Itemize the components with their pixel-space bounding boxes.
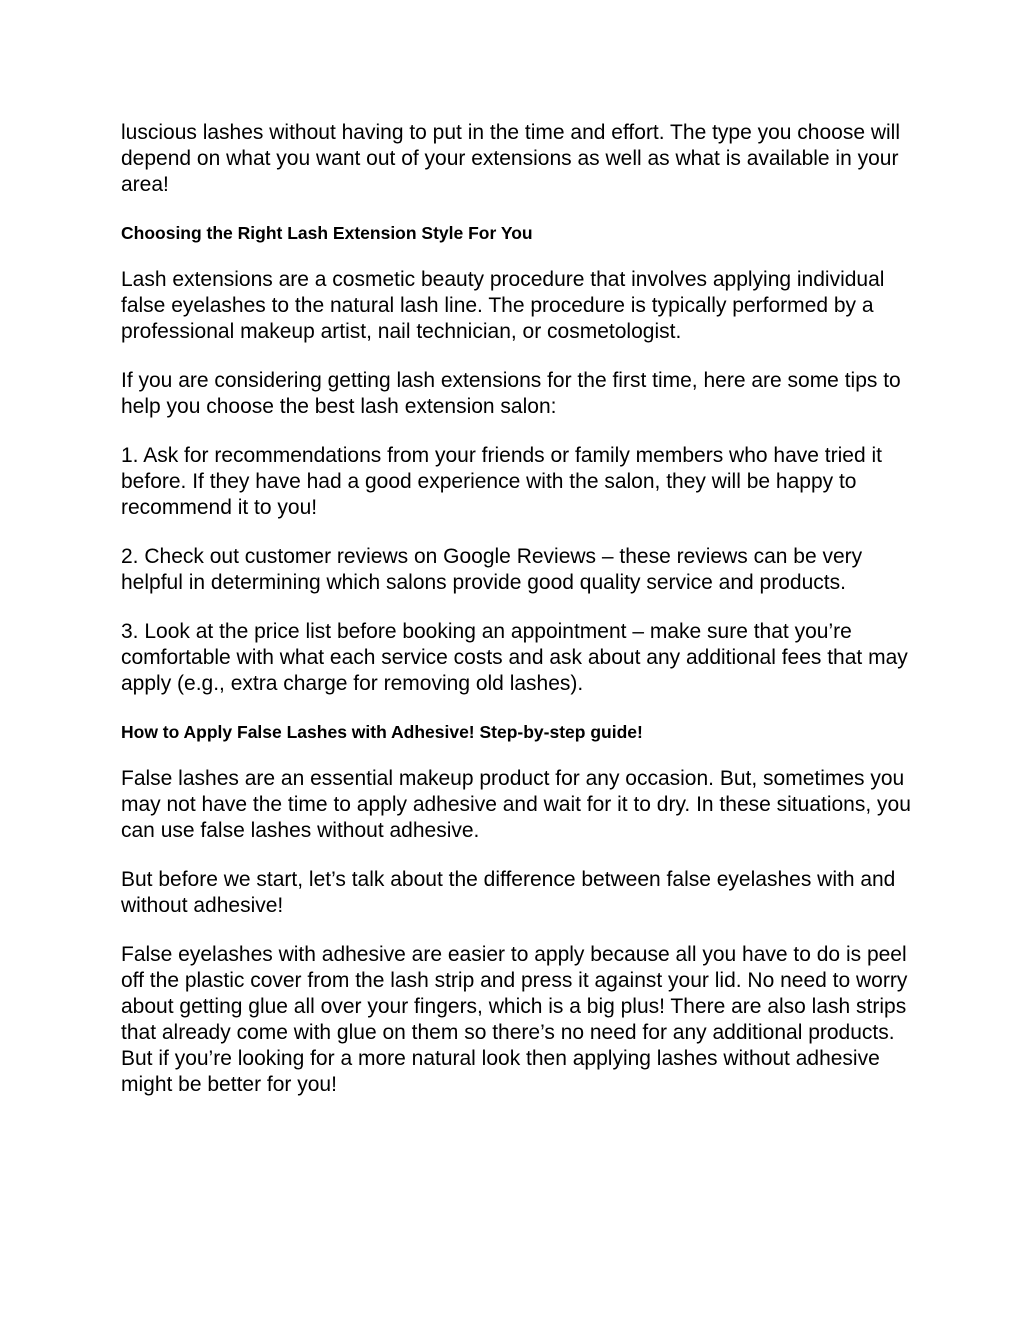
paragraph-lash-extensions: Lash extensions are a cosmetic beauty procedure that involves applying individual false eyelashes to the natural lash line. The procedure is typically performed by a professional makeup artist, nail technician, or cosmetologist.	[121, 268, 885, 343]
paragraph-false-lashes-intro: False lashes are an essential makeup product for any occasion. But, sometimes you may not have the time to apply adhesive and wait for it to dry. In these situations, you can use false lashes without adhesive.	[121, 767, 911, 842]
document-page	[121, 120, 911, 1121]
paragraph-intro-continued: luscious lashes without having to put in the time and effort. The type you choose will depend on what you want out of your extensions as well as what is available in your area!	[121, 121, 901, 196]
list-item-tip-3: 3. Look at the price list before booking an appointment – make sure that you’re comfortable with what each service costs and ask about any additional fees that may apply (e.g., extra charge for removing old lashes).	[121, 620, 908, 695]
section-heading-lash-style: Choosing the Right Lash Extension Style For You	[121, 223, 533, 243]
paragraph-considering-tips: If you are considering getting lash extensions for the first time, here are some tips to help you choose the best lash extension salon:	[121, 369, 901, 418]
list-item-tip-1: 1. Ask for recommendations from your friends or family members who have tried it before. If they have had a good experience with the salon, they will be happy to recommend it to you!	[121, 444, 882, 519]
list-item-tip-2: 2. Check out customer reviews on Google Reviews – these reviews can be very helpful in determining which salons provide good quality service and products.	[121, 545, 863, 594]
paragraph-difference-intro: But before we start, let’s talk about the difference between false eyelashes with and without adhesive!	[121, 868, 896, 917]
paragraph-adhesive-details: False eyelashes with adhesive are easier to apply because all you have to do is peel off the plastic cover from the lash strip and press it against your lid. No need to worry about getting glue all over your fingers, which is a big plus! There are also lash strips that already come with glue on them so there’s no need for any additional products. But if you’re looking for a more natural look then applying lashes without adhesive might be better for you!	[121, 943, 908, 1096]
section-heading-apply-false-lashes: How to Apply False Lashes with Adhesive! Step-by-step guide!	[121, 722, 643, 742]
